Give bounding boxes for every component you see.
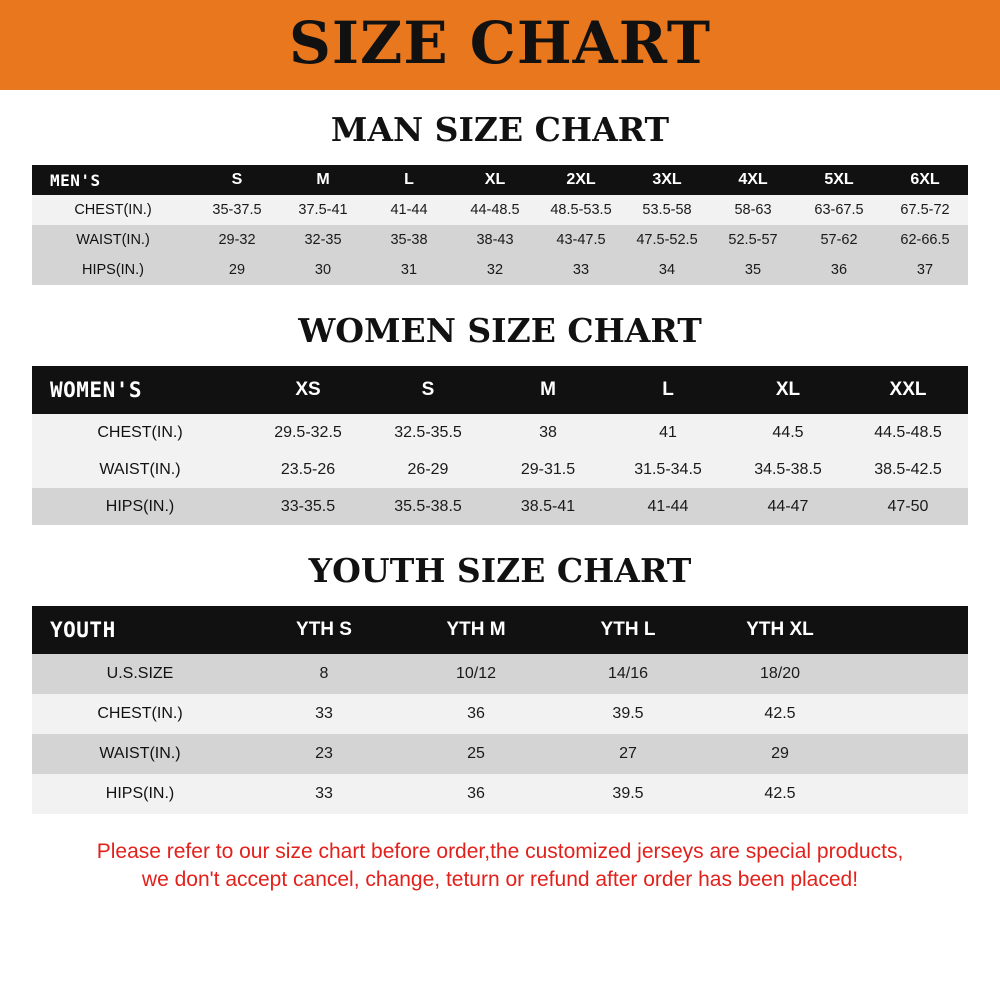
- table-cell: 48.5-53.5: [538, 195, 624, 225]
- table-cell: 29.5-32.5: [248, 414, 368, 451]
- table-cell: 29: [194, 255, 280, 285]
- table-header-row: [32, 366, 968, 414]
- man-col-header: M: [280, 165, 366, 195]
- table-row: [32, 451, 968, 488]
- table-cell: 67.5-72: [882, 195, 968, 225]
- table-cell: 63-67.5: [796, 195, 882, 225]
- table-cell: 14/16: [552, 654, 704, 694]
- row-label: WAIST(IN.): [32, 734, 248, 774]
- table-cell: 23.5-26: [248, 451, 368, 488]
- footer-note-line-1: Please refer to our size chart before order,the customized jerseys are special products,: [96, 840, 904, 863]
- table-cell: 18/20: [704, 654, 856, 694]
- row-label: WAIST(IN.): [32, 451, 248, 488]
- table-cell: 44.5: [728, 414, 848, 451]
- row-label: HIPS(IN.): [32, 488, 248, 525]
- youth-col-header: YTH XL: [704, 606, 856, 654]
- women-size-table: [32, 366, 968, 525]
- man-header-label: MEN'S: [32, 165, 194, 195]
- table-cell: 34.5-38.5: [728, 451, 848, 488]
- table-cell: 23: [248, 734, 400, 774]
- women-col-header: XXL: [848, 366, 968, 414]
- man-col-header: S: [194, 165, 280, 195]
- youth-section-title: YOUTH SIZE CHART: [308, 551, 692, 590]
- women-col-header: XS: [248, 366, 368, 414]
- footer-note: [0, 838, 1000, 895]
- table-cell: 25: [400, 734, 552, 774]
- table-cell: 36: [796, 255, 882, 285]
- table-cell: 35.5-38.5: [368, 488, 488, 525]
- table-cell: 27: [552, 734, 704, 774]
- youth-size-table: [32, 606, 968, 814]
- women-header-label: WOMEN'S: [32, 366, 248, 414]
- man-col-header: L: [366, 165, 452, 195]
- table-cell-spacer: [856, 734, 968, 774]
- table-cell: 36: [400, 694, 552, 734]
- man-table-head: [32, 165, 968, 195]
- table-cell: 10/12: [400, 654, 552, 694]
- man-col-header: 4XL: [710, 165, 796, 195]
- women-table-wrap: [0, 366, 1000, 525]
- man-table-body: [32, 195, 968, 285]
- table-cell: 37.5-41: [280, 195, 366, 225]
- women-col-header: L: [608, 366, 728, 414]
- table-cell: 31.5-34.5: [608, 451, 728, 488]
- women-col-header: M: [488, 366, 608, 414]
- table-row: [32, 195, 968, 225]
- table-cell: 53.5-58: [624, 195, 710, 225]
- row-label: CHEST(IN.): [32, 694, 248, 734]
- table-cell: 52.5-57: [710, 225, 796, 255]
- table-cell-spacer: [856, 694, 968, 734]
- man-col-header: XL: [452, 165, 538, 195]
- table-row: [32, 734, 968, 774]
- man-section-title: MAN SIZE CHART: [330, 110, 670, 149]
- table-cell: 47-50: [848, 488, 968, 525]
- youth-table-body: [32, 654, 968, 814]
- table-header-row: [32, 606, 968, 654]
- table-row: [32, 225, 968, 255]
- table-cell: 57-62: [796, 225, 882, 255]
- table-cell: 32: [452, 255, 538, 285]
- table-cell: 38: [488, 414, 608, 451]
- row-label: CHEST(IN.): [32, 414, 248, 451]
- man-table-wrap: [0, 165, 1000, 285]
- table-cell: 62-66.5: [882, 225, 968, 255]
- women-section-title: WOMEN SIZE CHART: [298, 311, 702, 350]
- table-header-row: [32, 165, 968, 195]
- table-cell: 44.5-48.5: [848, 414, 968, 451]
- table-cell: 41-44: [366, 195, 452, 225]
- table-cell: 42.5: [704, 694, 856, 734]
- page-title: SIZE CHART: [288, 9, 712, 77]
- youth-header-label: YOUTH: [32, 606, 248, 654]
- table-cell: 37: [882, 255, 968, 285]
- table-row: [32, 414, 968, 451]
- table-cell: 31: [366, 255, 452, 285]
- women-col-header: S: [368, 366, 488, 414]
- table-cell: 35-37.5: [194, 195, 280, 225]
- table-cell: 33: [248, 694, 400, 734]
- row-label: WAIST(IN.): [32, 225, 194, 255]
- youth-col-header: YTH M: [400, 606, 552, 654]
- table-row: [32, 488, 968, 525]
- table-cell: 33-35.5: [248, 488, 368, 525]
- table-cell: 26-29: [368, 451, 488, 488]
- table-cell: 39.5: [552, 774, 704, 814]
- table-cell: 42.5: [704, 774, 856, 814]
- table-cell: 29-32: [194, 225, 280, 255]
- table-cell: 44-48.5: [452, 195, 538, 225]
- man-col-header: 2XL: [538, 165, 624, 195]
- man-col-header: 5XL: [796, 165, 882, 195]
- table-cell: 33: [538, 255, 624, 285]
- table-row: [32, 694, 968, 734]
- table-cell: 47.5-52.5: [624, 225, 710, 255]
- youth-col-header: YTH L: [552, 606, 704, 654]
- row-label: CHEST(IN.): [32, 195, 194, 225]
- table-row: [32, 774, 968, 814]
- table-cell: 33: [248, 774, 400, 814]
- youth-header-spacer: [856, 606, 968, 654]
- table-cell: 32-35: [280, 225, 366, 255]
- table-cell: 32.5-35.5: [368, 414, 488, 451]
- table-row: [32, 654, 968, 694]
- table-cell: 8: [248, 654, 400, 694]
- table-cell: 36: [400, 774, 552, 814]
- youth-table-wrap: [0, 606, 1000, 814]
- table-cell: 29: [704, 734, 856, 774]
- women-table-body: [32, 414, 968, 525]
- banner-inner: [0, 0, 1000, 90]
- table-cell: 38.5-41: [488, 488, 608, 525]
- row-label: HIPS(IN.): [32, 774, 248, 814]
- table-cell: 58-63: [710, 195, 796, 225]
- row-label: U.S.SIZE: [32, 654, 248, 694]
- women-col-header: XL: [728, 366, 848, 414]
- table-cell-spacer: [856, 774, 968, 814]
- footer-note-line-2: we don't accept cancel, change, teturn or refund after order has been placed!: [141, 868, 859, 892]
- table-row: [32, 255, 968, 285]
- table-cell-spacer: [856, 654, 968, 694]
- table-cell: 43-47.5: [538, 225, 624, 255]
- man-col-header: 6XL: [882, 165, 968, 195]
- youth-col-header: YTH S: [248, 606, 400, 654]
- table-cell: 41-44: [608, 488, 728, 525]
- page-banner: [0, 0, 1000, 90]
- women-table-head: [32, 366, 968, 414]
- table-cell: 44-47: [728, 488, 848, 525]
- table-cell: 38.5-42.5: [848, 451, 968, 488]
- man-size-table: [32, 165, 968, 285]
- table-cell: 29-31.5: [488, 451, 608, 488]
- table-cell: 41: [608, 414, 728, 451]
- table-cell: 35-38: [366, 225, 452, 255]
- table-cell: 35: [710, 255, 796, 285]
- table-cell: 30: [280, 255, 366, 285]
- youth-table-head: [32, 606, 968, 654]
- table-cell: 38-43: [452, 225, 538, 255]
- table-cell: 34: [624, 255, 710, 285]
- man-col-header: 3XL: [624, 165, 710, 195]
- table-cell: 39.5: [552, 694, 704, 734]
- row-label: HIPS(IN.): [32, 255, 194, 285]
